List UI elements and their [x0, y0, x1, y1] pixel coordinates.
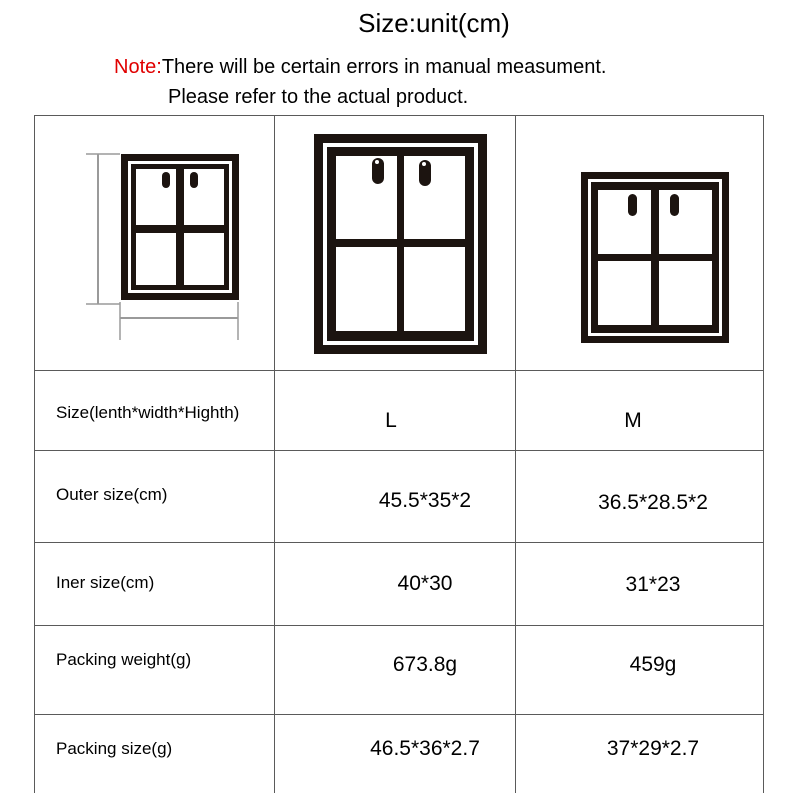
cell-packing-weight-m: 459g — [629, 653, 677, 676]
table-border — [34, 370, 764, 371]
table-border — [34, 115, 35, 793]
table-border — [34, 115, 764, 116]
table-border — [34, 450, 764, 451]
table-border — [34, 542, 764, 543]
table-border — [274, 115, 275, 793]
cell-size-m: M — [624, 409, 642, 432]
row-label-size: Size(lenth*width*Highth) — [56, 403, 240, 422]
cell-packing-size-l: 46.5*36*2.7 — [370, 737, 480, 760]
cell-size-l: L — [385, 409, 397, 432]
cell-outer-size-m: 36.5*28.5*2 — [598, 491, 708, 514]
row-label-outer-size: Outer size(cm) — [56, 485, 168, 504]
cell-inner-size-m: 31*23 — [625, 573, 681, 596]
cell-outer-size-l: 45.5*35*2 — [378, 489, 472, 512]
table-border — [34, 714, 764, 715]
note-line-2: Please refer to the actual product. — [168, 86, 469, 108]
cell-packing-size-m: 37*29*2.7 — [606, 737, 700, 760]
door-frame-large-icon — [314, 134, 489, 356]
note-label: Note: — [114, 56, 162, 78]
cell-packing-weight-l: 673.8g — [392, 653, 458, 676]
row-label-packing-size: Packing size(g) — [56, 739, 173, 758]
cell-inner-size-l: 40*30 — [397, 572, 453, 595]
door-frame-medium-icon — [581, 172, 731, 346]
row-label-inner-size: Iner size(cm) — [56, 573, 155, 592]
row-label-packing-weight: Packing weight(g) — [56, 650, 192, 669]
door-frame-with-dimension-lines-icon — [80, 140, 250, 350]
table-border — [34, 625, 764, 626]
table-border — [763, 115, 764, 793]
note-text: There will be certain errors in manual measument. — [161, 56, 607, 78]
page-title: Size:unit(cm) — [358, 8, 510, 38]
table-border — [515, 115, 516, 793]
